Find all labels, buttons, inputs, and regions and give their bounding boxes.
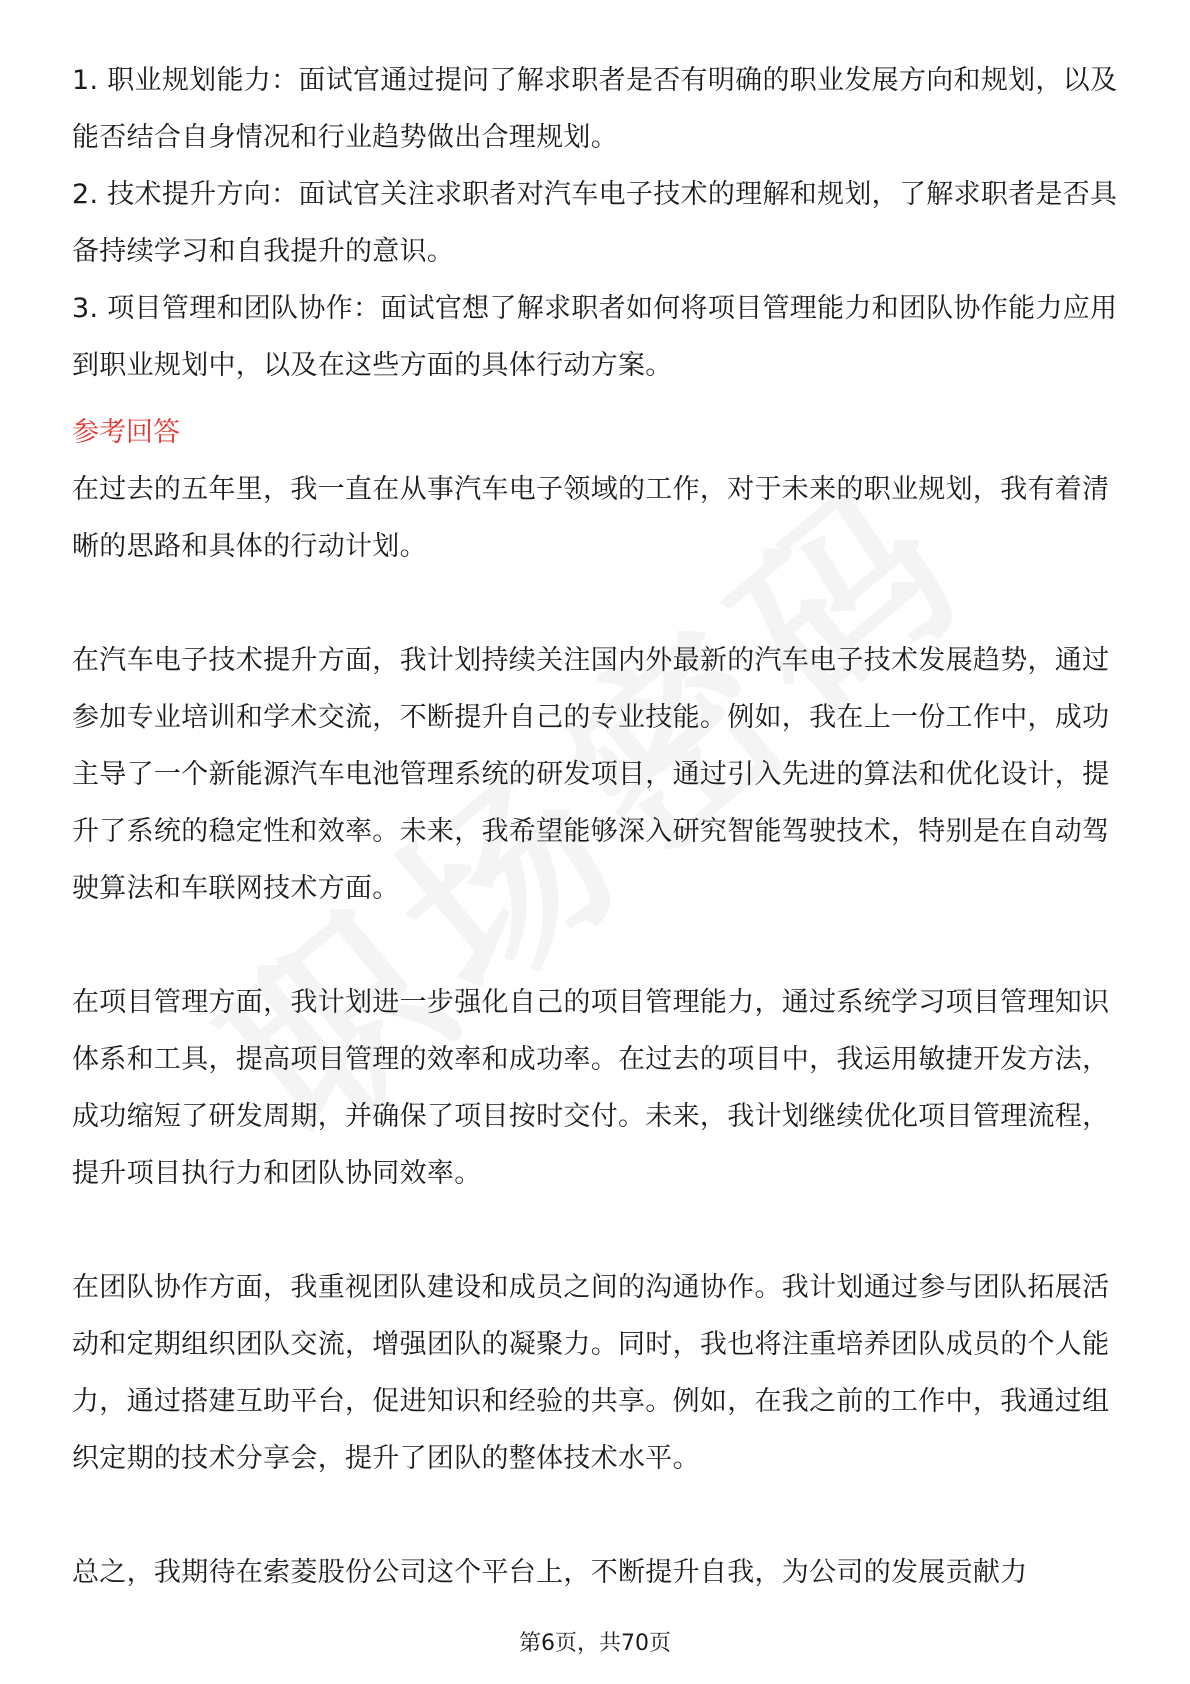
point-1: 1. 职业规划能力：面试官通过提问了解求职者是否有明确的职业发展方向和规划，以及能否结合自身情况和行业趋势做出合理规划。: [72, 65, 1118, 153]
answer-paragraph-3: 在项目管理方面，我计划进一步强化自己的项目管理能力，通过系统学习项目管理知识体系和工具，提高项目管理的效率和成功率。在过去的项目中，我运用敏捷开发方法，成功缩短了研发周期，并确保了项目按时交付。未来，我计划继续优化项目管理流程，提升项目执行力和团队协同效率。: [72, 987, 1110, 1189]
page-number-footer: 第6页，共70页: [519, 1631, 671, 1656]
answer-paragraph-5: 总之，我期待在索菱股份公司这个平台上，不断提升自我，为公司的发展贡献力: [72, 1557, 1028, 1588]
answer-paragraph-1: 在过去的五年里，我一直在从事汽车电子领域的工作，对于未来的职业规划，我有着清晰的思路和具体的行动计划。: [72, 474, 1110, 562]
paragraph-gap: [72, 1202, 1122, 1259]
point-3: 3. 项目管理和团队协作：面试官想了解求职者如何将项目管理能力和团队协作能力应用到职业规划中，以及在这些方面的具体行动方案。: [72, 293, 1118, 381]
point-2: 2. 技术提升方向：面试官关注求职者对汽车电子技术的理解和规划，了解求职者是否具备持续学习和自我提升的意识。: [72, 179, 1118, 267]
paragraph-gap: [72, 917, 1122, 974]
paragraph-gap: [72, 575, 1122, 632]
page-content: [72, 52, 1122, 1601]
paragraph-gap: [72, 1487, 1122, 1544]
answer-heading: 参考回答: [72, 417, 180, 448]
answer-paragraph-4: 在团队协作方面，我重视团队建设和成员之间的沟通协作。我计划通过参与团队拓展活动和定期组织团队交流，增强团队的凝聚力。同时，我也将注重培养团队成员的个人能力，通过搭建互助平台，促进知识和经验的共享。例如，在我之前的工作中，我通过组织定期的技术分享会，提升了团队的整体技术水平。: [72, 1272, 1110, 1474]
answer-paragraph-2: 在汽车电子技术提升方面，我计划持续关注国内外最新的汽车电子技术发展趋势，通过参加专业培训和学术交流，不断提升自己的专业技能。例如，我在上一份工作中，成功主导了一个新能源汽车电池管理系统的研发项目，通过引入先进的算法和优化设计，提升了系统的稳定性和效率。未来，我希望能够深入研究智能驾驶技术，特别是在自动驾驶算法和车联网技术方面。: [72, 645, 1110, 904]
